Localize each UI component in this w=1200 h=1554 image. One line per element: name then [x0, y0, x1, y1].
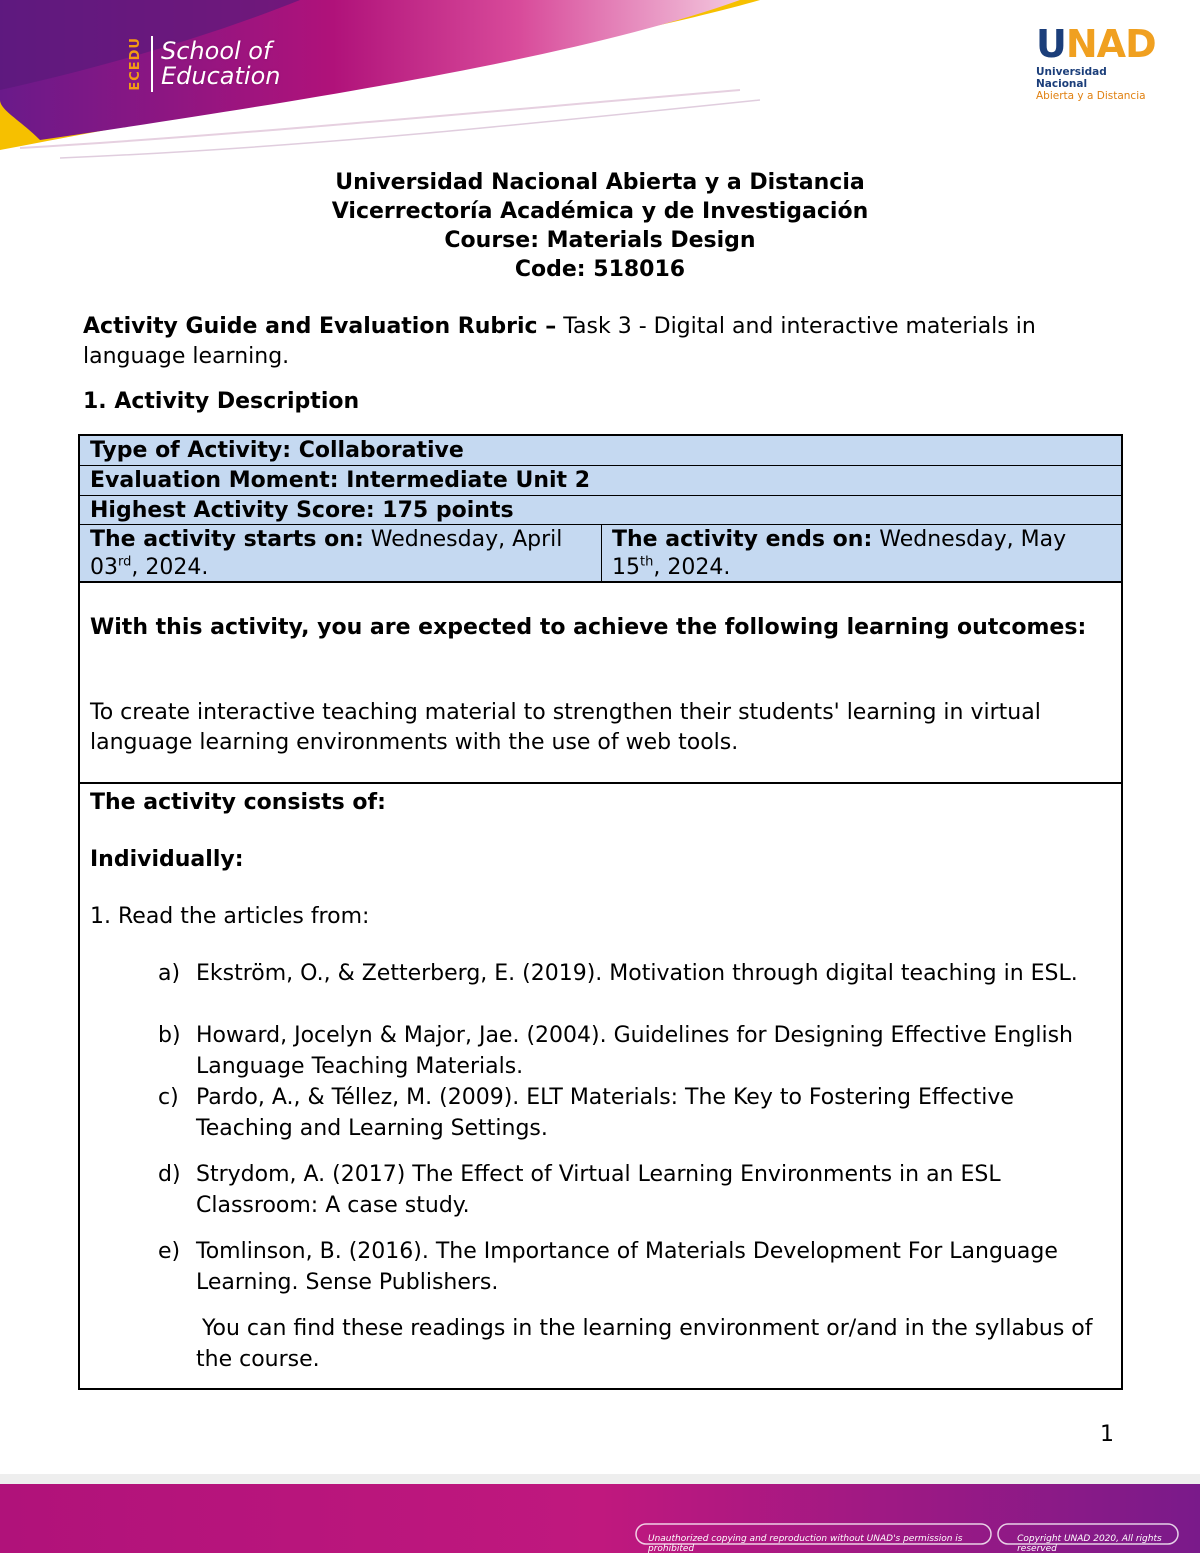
unad-logo [1036, 22, 1160, 102]
copyright-notice: Copyright UNAD 2020, All rights reserved [1017, 1534, 1162, 1554]
reference-item: b) Howard, Jocelyn & Major, Jae. (2004). Guidelines for Designing Effective English Language Teaching Materials. [158, 1023, 1073, 1079]
individually-heading: Individually: [90, 847, 244, 872]
reference-item: d) Strydom, A. (2017) The Effect of Virtual Learning Environments in an ESL Classroom: A case study. [158, 1162, 1001, 1218]
unad-subtitle-1: Universidad Nacional [1036, 66, 1107, 90]
course-code: Code: 518016 [514, 257, 686, 282]
school-name: School of Education [161, 37, 281, 90]
reference-item: c) Pardo, A., & Téllez, M. (2009). ELT Materials: The Key to Fostering Effective Teaching and Learning Settings. [158, 1085, 1014, 1141]
school-of-education-logo [128, 36, 280, 92]
ecedu-mark: ECEDU [128, 37, 143, 91]
document-title-block [0, 168, 1200, 284]
page-number: 1 [1100, 1422, 1114, 1447]
outcomes-text: To create interactive teaching material to strengthen their students' learning in virtual language learning environments with the use of web tools. [90, 700, 1041, 755]
outcomes-heading: With this activity, you are expected to achieve the following learning outcomes: [90, 615, 1087, 640]
activity-table [78, 434, 1123, 1390]
logo-separator [151, 36, 153, 92]
learning-outcomes-cell [80, 583, 1121, 784]
copying-notice: Unauthorized copying and reproduction without UNAD's permission is prohibited [648, 1534, 963, 1554]
guide-heading: Activity Guide and Evaluation Rubric – Task 3 - Digital and interactive materials in language learning. [83, 314, 1036, 369]
step-1: 1. Read the articles from: [90, 904, 370, 929]
footer-notes [648, 1534, 1200, 1554]
dates-row [80, 525, 1121, 583]
course-title: Course: Materials Design [444, 228, 756, 253]
reference-item: e) Tomlinson, B. (2016). The Importance of Materials Development For Language Learning. Sense Publishers. [158, 1239, 1058, 1295]
reference-item: a) Ekström, O., & Zetterberg, E. (2019). Motivation through digital teaching in ESL. [158, 961, 1078, 986]
readings-note: You can find these readings in the learning environment or/and in the syllabus of the course. [196, 1316, 1093, 1372]
score-row: Highest Activity Score: 175 points [80, 496, 1121, 525]
consists-heading: The activity consists of: [90, 790, 386, 815]
section-heading: 1. Activity Description [83, 389, 360, 414]
vicerrectoria-title: Vicerrectoría Académica y de Investigación [331, 199, 869, 224]
moment-row: Evaluation Moment: Intermediate Unit 2 [80, 466, 1121, 496]
unad-wordmark: UNAD [1036, 22, 1156, 66]
start-date-cell: The activity starts on: Wednesday, April 03rd, 2024. [80, 525, 602, 581]
type-row: Type of Activity: Collaborative [80, 436, 1121, 466]
end-date-cell: The activity ends on: Wednesday, May 15th, 2024. [612, 527, 1067, 580]
university-title: Universidad Nacional Abierta y a Distancia [335, 170, 865, 195]
unad-subtitle-2: Abierta y a Distancia [1036, 90, 1146, 102]
